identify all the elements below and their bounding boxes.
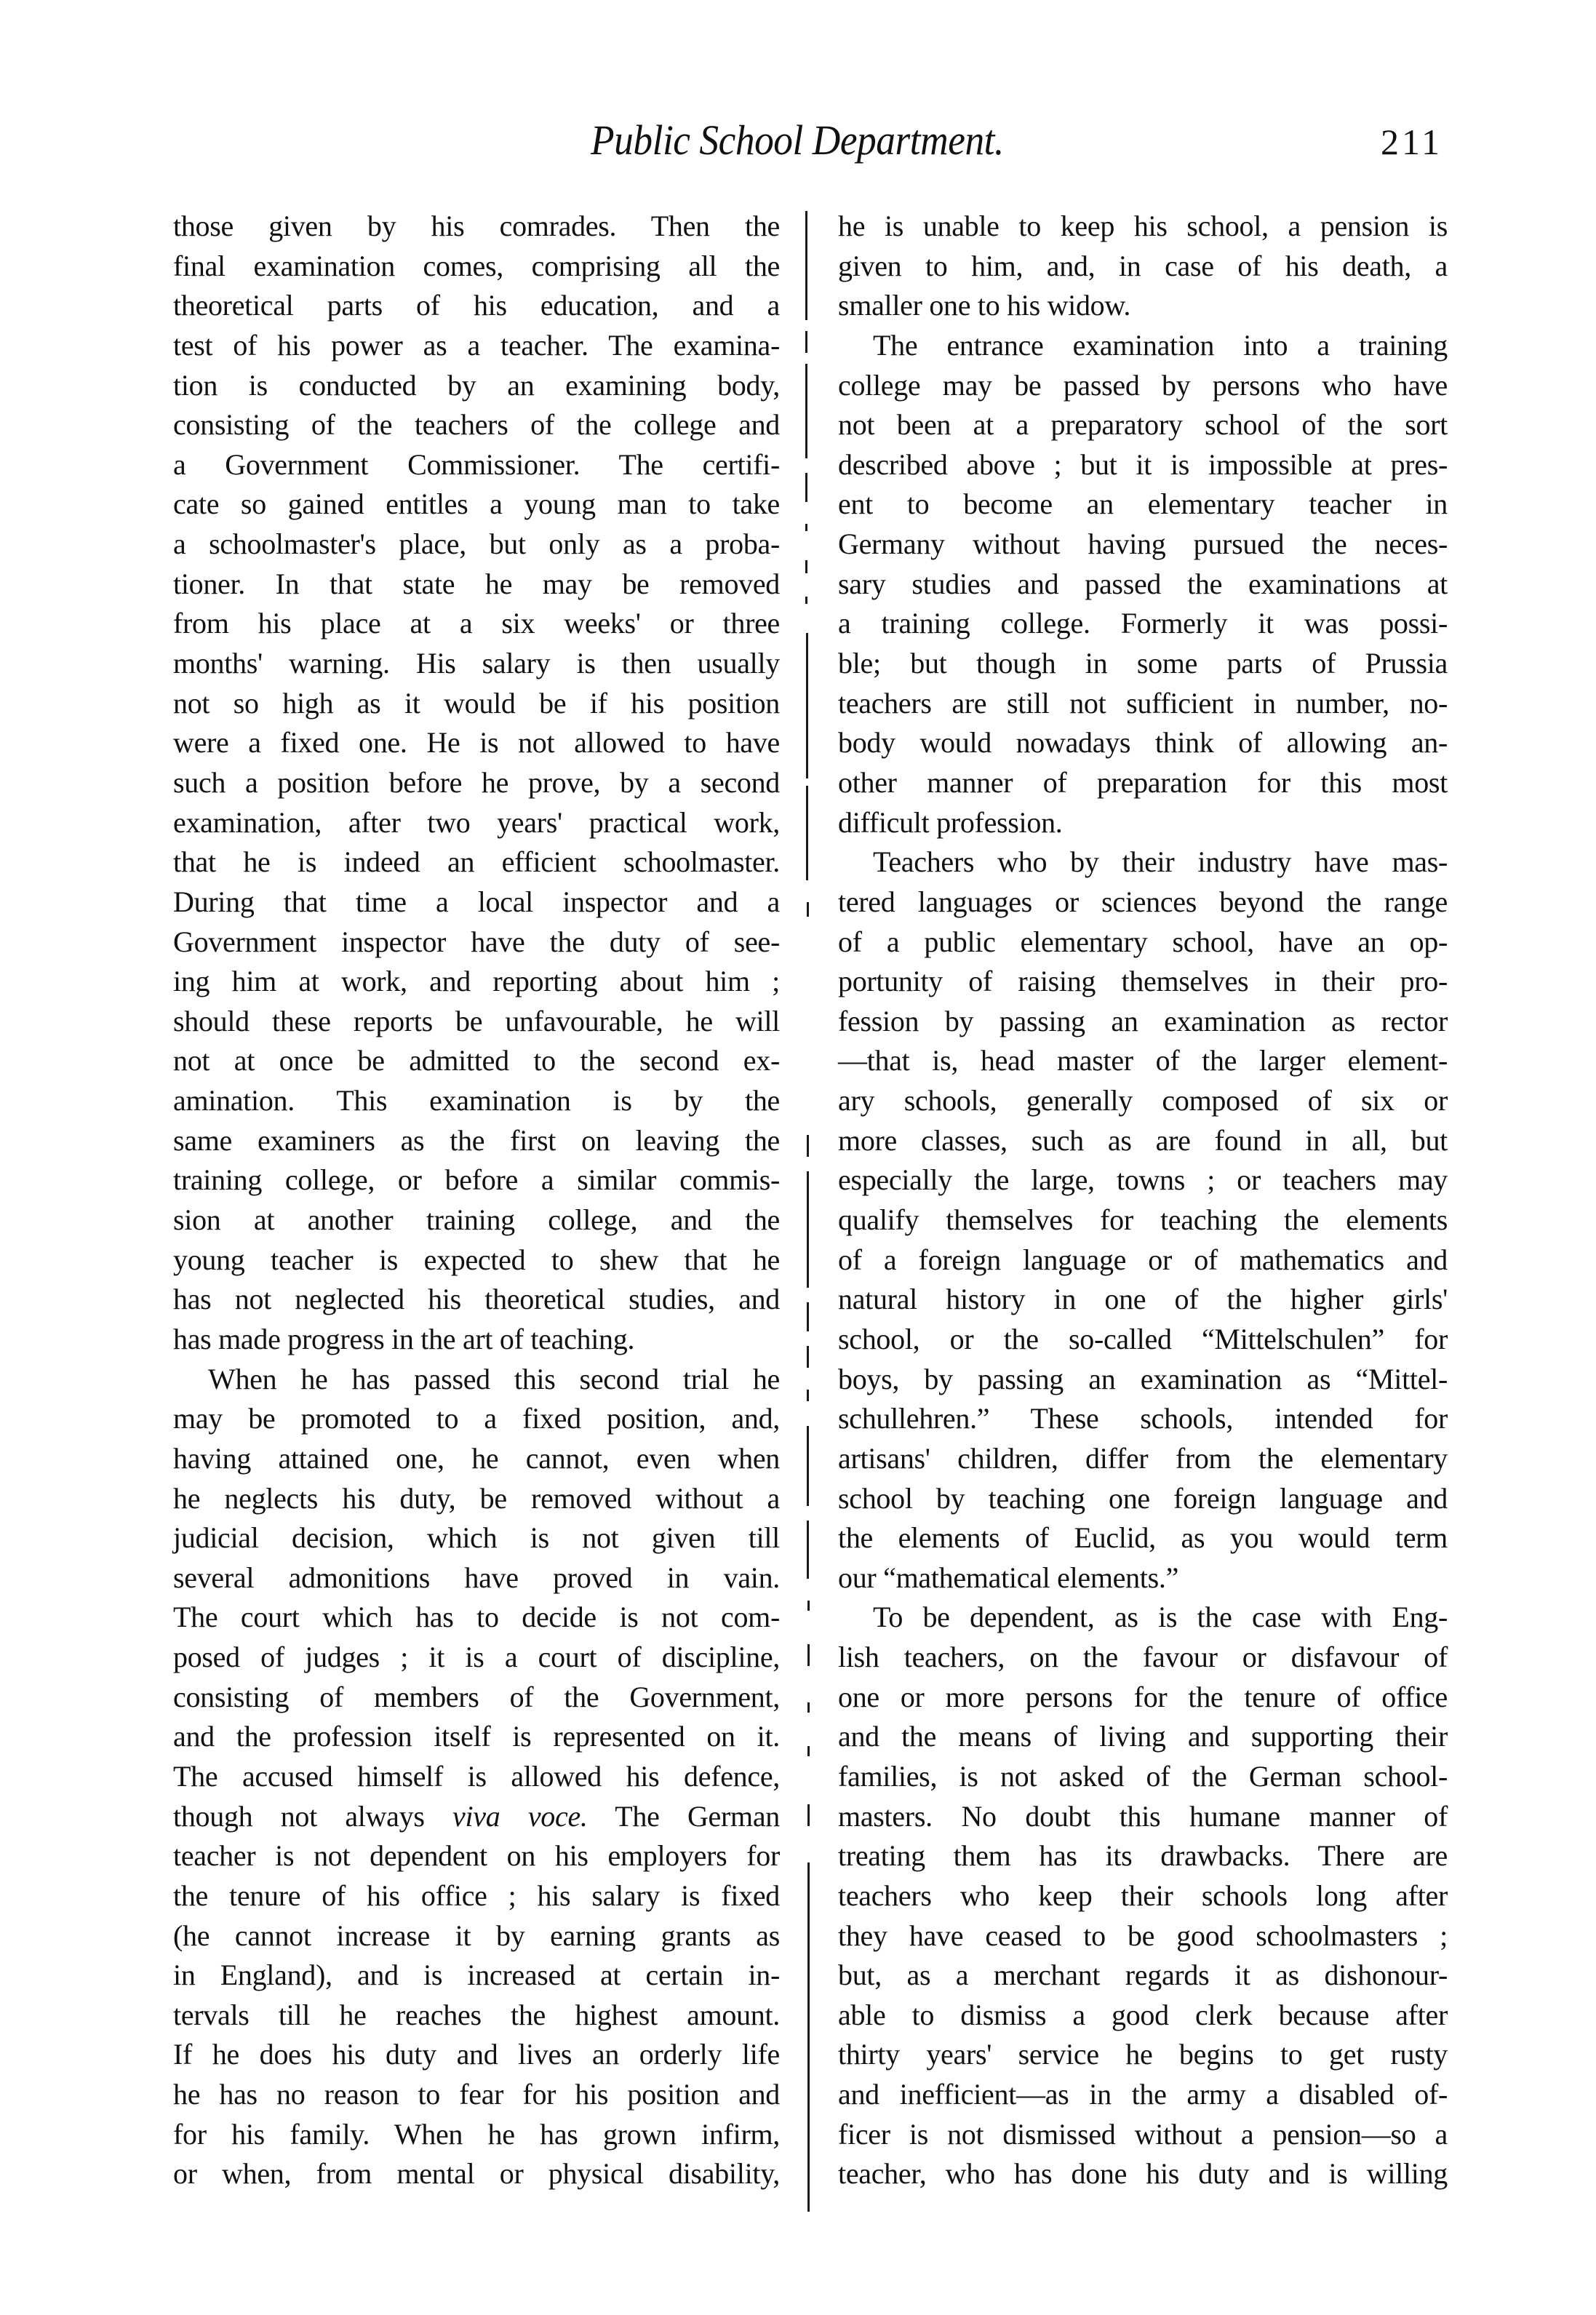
text-line: ary schools, generally composed of six or bbox=[838, 1084, 1448, 1117]
text-line: teacher is not dependent on his employers for bbox=[173, 1839, 780, 1873]
text-line: tion is conducted by an examining body, bbox=[173, 368, 780, 402]
text-line: of a foreign language or of mathematics and bbox=[838, 1243, 1448, 1276]
text-line: and the profession itself is represented on it. bbox=[173, 1720, 780, 1753]
text-line: portunity of raising themselves in their pro- bbox=[838, 965, 1448, 998]
text-line: that he is indeed an efficient schoolmaster. bbox=[173, 845, 780, 879]
text-line: final examination comes, comprising all the bbox=[173, 249, 780, 282]
paragraph-start-line: Teachers who by their industry have mas- bbox=[873, 845, 1448, 879]
page-number: 211 bbox=[1381, 121, 1443, 162]
text-line: teachers who keep their schools long after bbox=[838, 1878, 1448, 1912]
text-line: were a fixed one. He is not allowed to have bbox=[173, 726, 780, 760]
text-line: a Government Commissioner. The certifi- bbox=[173, 447, 780, 481]
text-line: a schoolmaster's place, but only as a proba- bbox=[173, 527, 780, 561]
text-segment: though not always bbox=[173, 1799, 453, 1833]
text-line: tervals till he reaches the highest amount. bbox=[173, 1998, 780, 2031]
text-line: masters. No doubt this humane manner of bbox=[838, 1799, 1448, 1833]
text-segment: The German bbox=[587, 1799, 781, 1833]
text-line: ble; but though in some parts of Prussia bbox=[838, 647, 1448, 680]
text-line: has not neglected his theoretical studies, and bbox=[173, 1283, 780, 1316]
text-line: judicial decision, which is not given till bbox=[173, 1521, 780, 1555]
text-line: The court which has to decide is not com- bbox=[173, 1601, 780, 1634]
paragraph-start-line: When he has passed this second trial he bbox=[208, 1362, 780, 1395]
text-line: other manner of preparation for this most bbox=[838, 765, 1448, 799]
text-line: families, is not asked of the German school- bbox=[838, 1759, 1448, 1793]
text-line: they have ceased to be good schoolmasters ; bbox=[838, 1918, 1448, 1952]
text-line: natural history in one of the higher girls' bbox=[838, 1283, 1448, 1316]
text-line: in England), and is increased at certain in- bbox=[173, 1959, 780, 1992]
text-line: he neglects his duty, be removed without a bbox=[173, 1481, 780, 1515]
text-line: he is unable to keep his school, a pension is bbox=[838, 210, 1448, 242]
text-line: Government inspector have the duty of see- bbox=[173, 925, 780, 958]
text-line: ficer is not dismissed without a pension—so a bbox=[838, 2117, 1448, 2151]
text-line: difficult profession. bbox=[838, 805, 1063, 839]
paragraph-start-line: The entrance examination into a training bbox=[873, 328, 1448, 362]
text-line: sion at another training college, and the bbox=[173, 1203, 780, 1237]
text-line: body would nowadays think of allowing an- bbox=[838, 726, 1448, 760]
text-line: should these reports be unfavourable, he will bbox=[173, 1004, 780, 1037]
text-line: theoretical parts of his education, and a bbox=[173, 289, 780, 322]
text-line: test of his power as a teacher. The examina- bbox=[173, 328, 780, 362]
left-column bbox=[173, 207, 780, 2194]
text-line: from his place at a six weeks' or three bbox=[173, 607, 780, 640]
right-column bbox=[838, 207, 1448, 2194]
text-line: having attained one, he cannot, even when bbox=[173, 1441, 780, 1475]
text-line: The accused himself is allowed his defence, bbox=[173, 1759, 780, 1793]
text-line: one or more persons for the tenure of office bbox=[838, 1680, 1448, 1713]
text-line: treating them has its drawbacks. There are bbox=[838, 1839, 1448, 1873]
text-line: college may be passed by persons who have bbox=[838, 368, 1448, 402]
text-line: (he cannot increase it by earning grants as bbox=[173, 1918, 780, 1952]
text-line: boys, by passing an examination as “Mittel- bbox=[838, 1362, 1448, 1395]
text-line: able to dismiss a good clerk because after bbox=[838, 1998, 1448, 2031]
text-line: qualify themselves for teaching the elements bbox=[838, 1203, 1448, 1237]
text-line: posed of judges ; it is a court of discipline, bbox=[173, 1641, 780, 1674]
text-line: not been at a preparatory school of the sort bbox=[838, 408, 1448, 442]
text-line: training college, or before a similar commis- bbox=[173, 1163, 780, 1197]
text-line: same examiners as the first on leaving the bbox=[173, 1123, 780, 1157]
text-line: —that is, head master of the larger element- bbox=[838, 1044, 1448, 1077]
text-line: the elements of Euclid, as you would term bbox=[838, 1521, 1448, 1555]
text-line: and the means of living and supporting their bbox=[838, 1720, 1448, 1753]
text-line: amination. This examination is by the bbox=[173, 1084, 780, 1117]
text-line-with-italic bbox=[173, 1797, 780, 1837]
text-line: for his family. When he has grown infirm, bbox=[173, 2117, 780, 2151]
text-line: tered languages or sciences beyond the range bbox=[838, 885, 1448, 918]
italic-phrase: viva voce. bbox=[452, 1799, 588, 1833]
text-line: ent to become an elementary teacher in bbox=[838, 487, 1448, 521]
text-line: consisting of the teachers of the college and bbox=[173, 408, 780, 442]
text-line: not at once be admitted to the second ex- bbox=[173, 1044, 780, 1077]
text-line: given to him, and, in case of his death, a bbox=[838, 249, 1448, 282]
text-line: thirty years' service he begins to get rusty bbox=[838, 2038, 1448, 2071]
paragraph-start-line: To be dependent, as is the case with Eng- bbox=[873, 1601, 1448, 1634]
text-line: artisans' children, differ from the elementary bbox=[838, 1441, 1448, 1475]
text-line: those given by his comrades. Then the bbox=[173, 210, 780, 242]
text-line: more classes, such as are found in all, but bbox=[838, 1123, 1448, 1157]
text-line: cate so gained entitles a young man to take bbox=[173, 487, 780, 521]
text-line: months' warning. His salary is then usually bbox=[173, 647, 780, 680]
text-line: examination, after two years' practical work, bbox=[173, 805, 780, 839]
text-line: of a public elementary school, have an op- bbox=[838, 925, 1448, 958]
text-line: described above ; but it is impossible at pres- bbox=[838, 447, 1448, 481]
text-line: schullehren.” These schools, intended for bbox=[838, 1402, 1448, 1435]
text-line: several admonitions have proved in vain. bbox=[173, 1561, 780, 1594]
text-line: not so high as it would be if his position bbox=[173, 686, 780, 720]
text-line: he has no reason to fear for his position and bbox=[173, 2078, 780, 2111]
text-line: sary studies and passed the examinations at bbox=[838, 567, 1448, 600]
text-line: especially the large, towns ; or teachers may bbox=[838, 1163, 1448, 1197]
text-line: a training college. Formerly it was possi- bbox=[838, 607, 1448, 640]
text-line: the tenure of his office ; his salary is fixed bbox=[173, 1878, 780, 1912]
text-line: school, or the so-called “Mittelschulen” for bbox=[838, 1322, 1448, 1355]
text-line: ing him at work, and reporting about him ; bbox=[173, 965, 780, 998]
text-line: our “mathematical elements.” bbox=[838, 1561, 1179, 1594]
running-head-title: Public School Department. bbox=[591, 116, 1004, 164]
text-line: tioner. In that state he may be removed bbox=[173, 567, 780, 600]
text-line: consisting of members of the Government, bbox=[173, 1680, 780, 1713]
text-line: Germany without having pursued the neces- bbox=[838, 527, 1448, 561]
text-line: young teacher is expected to shew that he bbox=[173, 1243, 780, 1276]
text-line: During that time a local inspector and a bbox=[173, 885, 780, 918]
text-line: smaller one to his widow. bbox=[838, 289, 1131, 322]
text-line: If he does his duty and lives an orderly life bbox=[173, 2038, 780, 2071]
text-line: has made progress in the art of teaching. bbox=[173, 1322, 635, 1355]
text-line: or when, from mental or physical disability, bbox=[173, 2157, 780, 2191]
text-line: teacher, who has done his duty and is willing bbox=[838, 2157, 1448, 2191]
text-line: lish teachers, on the favour or disfavour of bbox=[838, 1641, 1448, 1674]
text-line: school by teaching one foreign language and bbox=[838, 1481, 1448, 1515]
text-line: teachers are still not sufficient in number, no- bbox=[838, 686, 1448, 720]
text-line: but, as a merchant regards it as dishonour- bbox=[838, 1959, 1448, 1992]
text-line: fession by passing an examination as rector bbox=[838, 1004, 1448, 1037]
text-line: may be promoted to a fixed position, and, bbox=[173, 1402, 780, 1435]
text-line: such a position before he prove, by a second bbox=[173, 765, 780, 799]
text-line: and inefficient—as in the army a disabled of- bbox=[838, 2078, 1448, 2111]
